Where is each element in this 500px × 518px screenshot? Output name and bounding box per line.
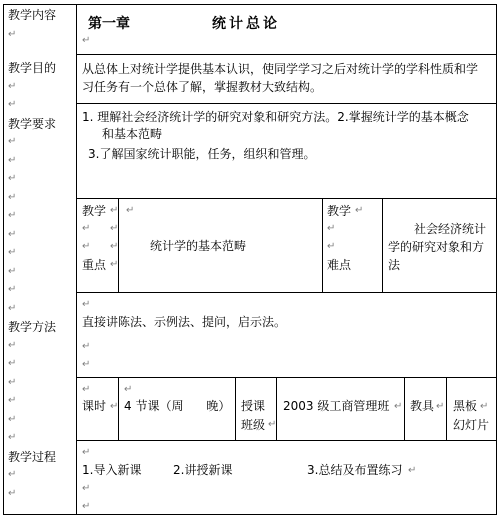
paragraph-mark: ↵ — [82, 223, 91, 234]
paragraph-mark: ↵ — [110, 401, 119, 412]
paragraph-mark: ↵ — [8, 154, 17, 166]
paragraph-mark: ↵ — [82, 299, 91, 310]
paragraph-mark: ↵ — [8, 395, 17, 406]
paragraph-mark: ↵ — [82, 483, 91, 494]
grid-line — [404, 377, 405, 440]
label-method: 教学方法 — [8, 320, 57, 334]
paragraph-mark: ↵ — [8, 228, 17, 240]
key-point-label-top: 教学 — [82, 204, 107, 218]
key-point-content: 统计学的基本范畴 — [150, 239, 247, 253]
difficult-point-content-1: 社会经济统计 — [414, 222, 487, 236]
paragraph-mark: ↵ — [110, 205, 119, 216]
paragraph-mark: ↵ — [8, 487, 17, 499]
paragraph-mark: ↵ — [8, 99, 17, 110]
paragraph-mark: ↵ — [110, 241, 119, 252]
paragraph-mark: ↵ — [82, 241, 91, 252]
goal-line-1: 从总体上对统计学提供基本认识，使同学学习之后对统计学的学科性质和学 — [82, 62, 479, 76]
paragraph-mark: ↵ — [126, 205, 135, 216]
paragraph-mark: ↵ — [8, 413, 17, 425]
chapter-title: 统计总论 — [212, 16, 280, 32]
tools-value-1: 黑板 — [453, 399, 478, 413]
paragraph-mark: ↵ — [124, 384, 133, 395]
paragraph-mark: ↵ — [8, 302, 17, 314]
paragraph-mark: ↵ — [327, 223, 336, 234]
grid-line — [322, 198, 323, 292]
difficult-point-content-2: 学的研究对象和方 — [388, 240, 485, 254]
grid-line — [496, 4, 497, 514]
difficult-point-content-3: 法 — [388, 258, 401, 272]
paragraph-mark: ↵ — [8, 191, 17, 203]
paragraph-mark: ↵ — [436, 401, 445, 412]
paragraph-mark: ↵ — [8, 339, 17, 351]
grid-line — [76, 292, 497, 293]
process-step-3: 3.总结及布置练习 — [307, 463, 403, 477]
paragraph-mark: ↵ — [110, 259, 119, 270]
label-column-marks — [8, 59, 56, 503]
grid-line — [76, 377, 497, 378]
label-goal: 教学目的 — [8, 61, 57, 75]
paragraph-mark: ↵ — [8, 376, 17, 388]
difficult-point-label-top: 教学 — [327, 204, 352, 218]
paragraph-mark: ↵ — [8, 247, 17, 258]
paragraph-mark: ↵ — [394, 401, 403, 412]
tools-value-2: 幻灯片 — [453, 418, 490, 432]
paragraph-mark: ↵ — [110, 223, 119, 234]
paragraph-mark: ↵ — [8, 210, 17, 221]
paragraph-mark: ↵ — [355, 205, 364, 216]
process-step-1: 1.导入新课 — [82, 463, 142, 477]
paragraph-mark: ↵ — [8, 432, 17, 443]
requirement-line-3: 3.了解国家统计职能，任务，组织和管理。 — [88, 147, 316, 161]
label-content: 教学内容 — [8, 8, 57, 22]
paragraph-mark: ↵ — [8, 173, 17, 184]
paragraph-mark: ↵ — [408, 465, 417, 476]
key-point-label-bottom: 重点 — [82, 258, 107, 272]
hours-label: 课时 — [82, 399, 107, 413]
grid-line — [76, 103, 497, 104]
paragraph-mark: ↵ — [8, 29, 17, 40]
class-label-1: 授课 — [241, 399, 266, 413]
paragraph-mark: ↵ — [327, 241, 336, 252]
difficult-point-label-bottom: 难点 — [327, 258, 352, 272]
requirement-line-2: 和基本范畴 — [102, 127, 163, 141]
grid-line — [76, 440, 497, 441]
paragraph-mark: ↵ — [268, 419, 277, 430]
requirement-line-1: 1. 理解社会经济统计学的研究对象和研究方法。2.掌握统计学的基本概念 — [82, 110, 469, 124]
grid-line — [76, 198, 497, 199]
method-text: 直接讲陈法、示例法、提问，启示法。 — [82, 315, 287, 329]
paragraph-mark: ↵ — [8, 358, 17, 369]
paragraph-mark: ↵ — [480, 401, 489, 412]
class-value: 2003 级工商管理班 — [283, 399, 390, 413]
grid-line — [3, 4, 4, 514]
paragraph-mark: ↵ — [8, 469, 17, 480]
paragraph-mark: ↵ — [82, 501, 91, 512]
grid-line — [3, 4, 497, 5]
paragraph-mark: ↵ — [82, 35, 91, 46]
grid-line — [76, 4, 77, 514]
chapter-number: 第一章 — [88, 16, 130, 32]
paragraph-mark: ↵ — [82, 447, 91, 458]
tools-label: 教具 — [410, 399, 435, 413]
paragraph-mark: ↵ — [8, 80, 17, 92]
grid-line — [76, 54, 497, 55]
paragraph-mark: ↵ — [82, 359, 91, 370]
paragraph-mark: ↵ — [82, 384, 91, 395]
class-label-2: 班级 — [241, 418, 266, 432]
grid-line — [446, 377, 447, 440]
paragraph-mark: ↵ — [8, 136, 17, 147]
paragraph-mark: ↵ — [82, 341, 91, 352]
grid-line — [3, 514, 497, 515]
hours-value: 4 节课（周 晚） — [124, 399, 231, 413]
paragraph-mark: ↵ — [8, 284, 17, 295]
label-process: 教学过程 — [8, 449, 57, 464]
paragraph-mark: ↵ — [8, 265, 17, 277]
goal-line-2: 习任务有一个总体了解，掌握教材大致结构。 — [82, 80, 323, 94]
label-requirements: 教学要求 — [8, 116, 57, 131]
grid-line — [235, 377, 236, 440]
process-step-2: 2.讲授新课 — [173, 463, 233, 477]
grid-line — [382, 198, 383, 292]
